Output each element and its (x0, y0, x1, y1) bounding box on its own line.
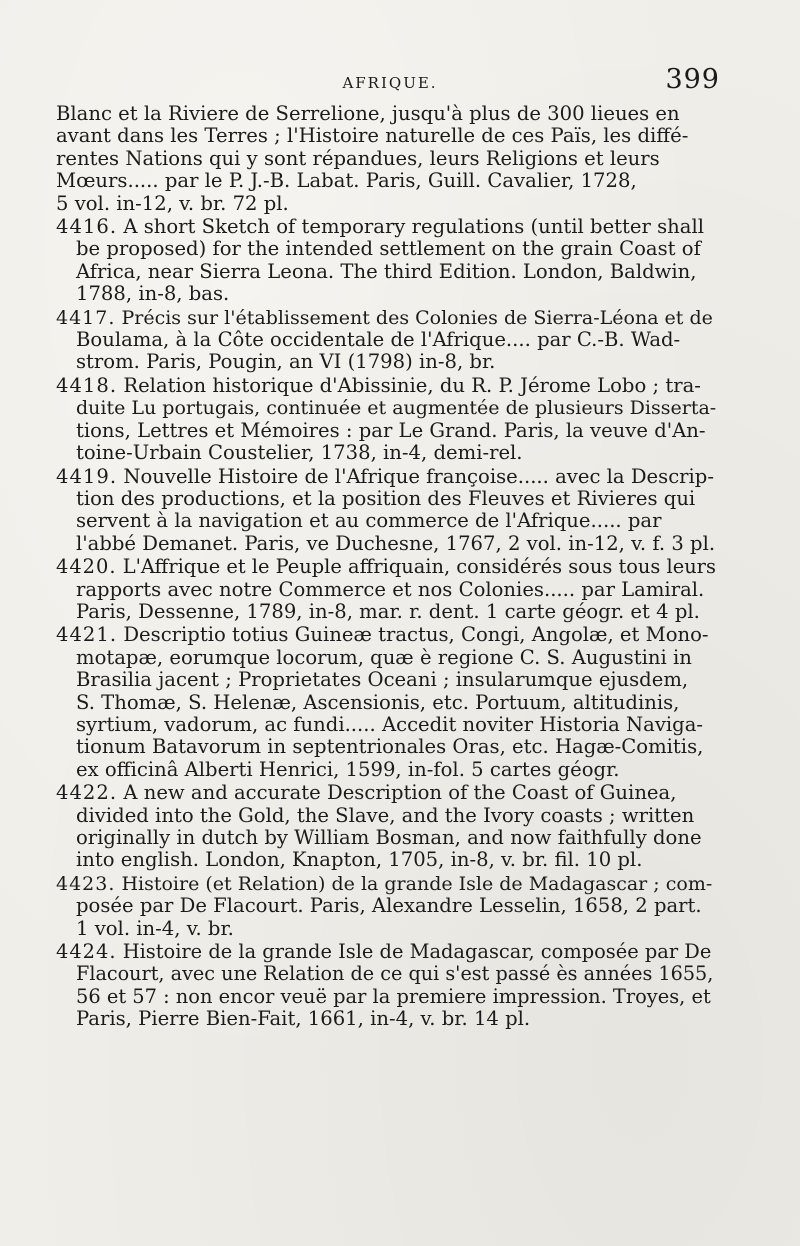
entry-line: tionum Batavorum in septentrionales Oras, etc. Hagæ-Comitis, (76, 735, 704, 759)
entry-line: Flacourt, avec une Relation de ce qui s'est passé ès années 1655, (76, 962, 714, 986)
catalogue-entry-4419 (56, 466, 716, 556)
entry-line: divided into the Gold, the Slave, and the Ivory coasts ; written (76, 803, 695, 827)
entry-line: Nouvelle Histoire de l'Afrique françoise..... avec la Descrip- (123, 464, 714, 488)
entry-line: Histoire de la grande Isle de Madagascar, composée par De (122, 940, 712, 964)
catalogue-entry-4416 (56, 216, 716, 306)
entry-line: ex officinâ Alberti Henrici, 1599, in-fol. 5 cartes géogr. (76, 757, 620, 781)
entry-line: 1 vol. in-4, v. br. (76, 916, 234, 940)
entry-line: 5 vol. in-12, v. br. 72 pl. (56, 191, 289, 215)
entry-line: Paris, Pierre Bien-Fait, 1661, in-4, v. br. 14 pl. (76, 1007, 531, 1031)
entry-line: tion des productions, et la position des Fleuves et Rivieres qui (76, 486, 696, 510)
entry-line: 1788, in-8, bas. (76, 282, 230, 306)
entry-line: Boulama, à la Côte occidentale de l'Afrique.... par C.-B. Wad- (76, 328, 681, 352)
entry-line: Africa, near Sierra Leona. The third Edition. London, Baldwin, (76, 259, 697, 283)
entry-line: tions, Lettres et Mémoires : par Le Grand. Paris, la veuve d'An- (76, 418, 706, 442)
entry-line: A new and accurate Description of the Coast of Guinea, (123, 781, 677, 805)
entry-number: 4424. (56, 940, 117, 964)
entry-line: L'Affrique et le Peuple affriquain, considérés sous tous leurs (122, 555, 716, 579)
entry-number: 4418. (56, 373, 118, 397)
entry-line: Paris, Dessenne, 1789, in-8, mar. r. dent. 1 carte géogr. et 4 pl. (76, 599, 700, 623)
entry-line: rapports avec notre Commerce et nos Colonies..... par Lamiral. (76, 577, 705, 601)
catalogue-entry-4421 (56, 624, 716, 781)
catalogue-entry-4420 (56, 556, 716, 623)
entry-line: rentes Nations qui y sont répandues, leurs Religions et leurs (56, 146, 660, 170)
entry-line: Relation historique d'Abissinie, du R. P. Jérome Lobo ; tra- (123, 373, 701, 397)
catalogue-entry-4424 (56, 941, 716, 1031)
entry-line: Mœurs..... par le P. J.-B. Labat. Paris, Guill. Cavalier, 1728, (56, 169, 637, 193)
entry-line: Brasilia jacent ; Proprietates Oceani ; insularumque ejusdem, (76, 668, 689, 692)
entry-number: 4423. (56, 872, 116, 895)
entry-number: 4419. (56, 464, 118, 488)
page-header (60, 64, 720, 98)
entry-line: toine-Urbain Coustelier, 1738, in-4, demi-rel. (76, 441, 523, 465)
entry-number: 4421. (56, 623, 118, 647)
entry-line: 56 et 57 : non encor veuë par la premiere impression. Troyes, et (76, 984, 711, 1008)
entry-line: strom. Paris, Pougin, an VI (1798) in-8, br. (76, 350, 496, 374)
entry-number: 4417. (56, 306, 116, 329)
entry-line: posée par De Flacourt. Paris, Alexandre Lesselin, 1658, 2 part. (76, 894, 702, 918)
catalogue-entry-4417 (56, 307, 716, 374)
entry-line: servent à la navigation et au commerce de l'Afrique..... par (76, 509, 662, 533)
entry-line: motapæ, eorumque locorum, quæ è regione C. S. Augustini in (76, 645, 692, 669)
entry-line: S. Thomæ, S. Helenæ, Ascensionis, etc. Portuum, altitudinis, (76, 690, 680, 714)
entry-line: duite Lu portugais, continuée et augmentée de plusieurs Disserta- (76, 397, 717, 420)
entry-line: avant dans les Terres ; l'Histoire naturelle de ces Païs, les diffé- (56, 124, 689, 148)
catalogue-entry-continuation (56, 103, 716, 215)
entry-number: 4422. (56, 781, 118, 805)
entry-line: Blanc et la Riviere de Serrelione, jusqu'à plus de 300 lieues en (56, 102, 680, 125)
entry-line: l'abbé Demanet. Paris, ve Duchesne, 1767, 2 vol. in-12, v. f. 3 pl. (76, 531, 716, 555)
entry-line: originally in dutch by William Bosman, and now faithfully done (76, 826, 702, 849)
entry-number: 4420. (56, 555, 117, 579)
page-number: 399 (665, 64, 720, 95)
catalogue-entry-4418 (56, 375, 716, 465)
entry-line: Descriptio totius Guineæ tractus, Congi, Angolæ, et Mono- (123, 623, 709, 647)
entry-line: Précis sur l'établissement des Colonies de Sierra-Léona et de (121, 306, 713, 329)
catalogue-entry-4422 (56, 782, 716, 872)
catalogue-text (56, 103, 716, 1031)
entry-number: 4416. (56, 215, 118, 239)
entry-line: Histoire (et Relation) de la grande Isle de Madagascar ; com- (121, 872, 713, 895)
running-head: AFRIQUE. (342, 74, 438, 92)
entry-line: A short Sketch of temporary regulations (until better shall (123, 215, 705, 239)
entry-line: into english. London, Knapton, 1705, in-8, v. br. fil. 10 pl. (76, 848, 643, 872)
entry-line: syrtium, vadorum, ac fundi..... Accedit noviter Historia Naviga- (76, 712, 703, 736)
entry-line: be proposed) for the intended settlement on the grain Coast of (76, 237, 701, 261)
catalogue-entry-4423 (56, 873, 716, 940)
